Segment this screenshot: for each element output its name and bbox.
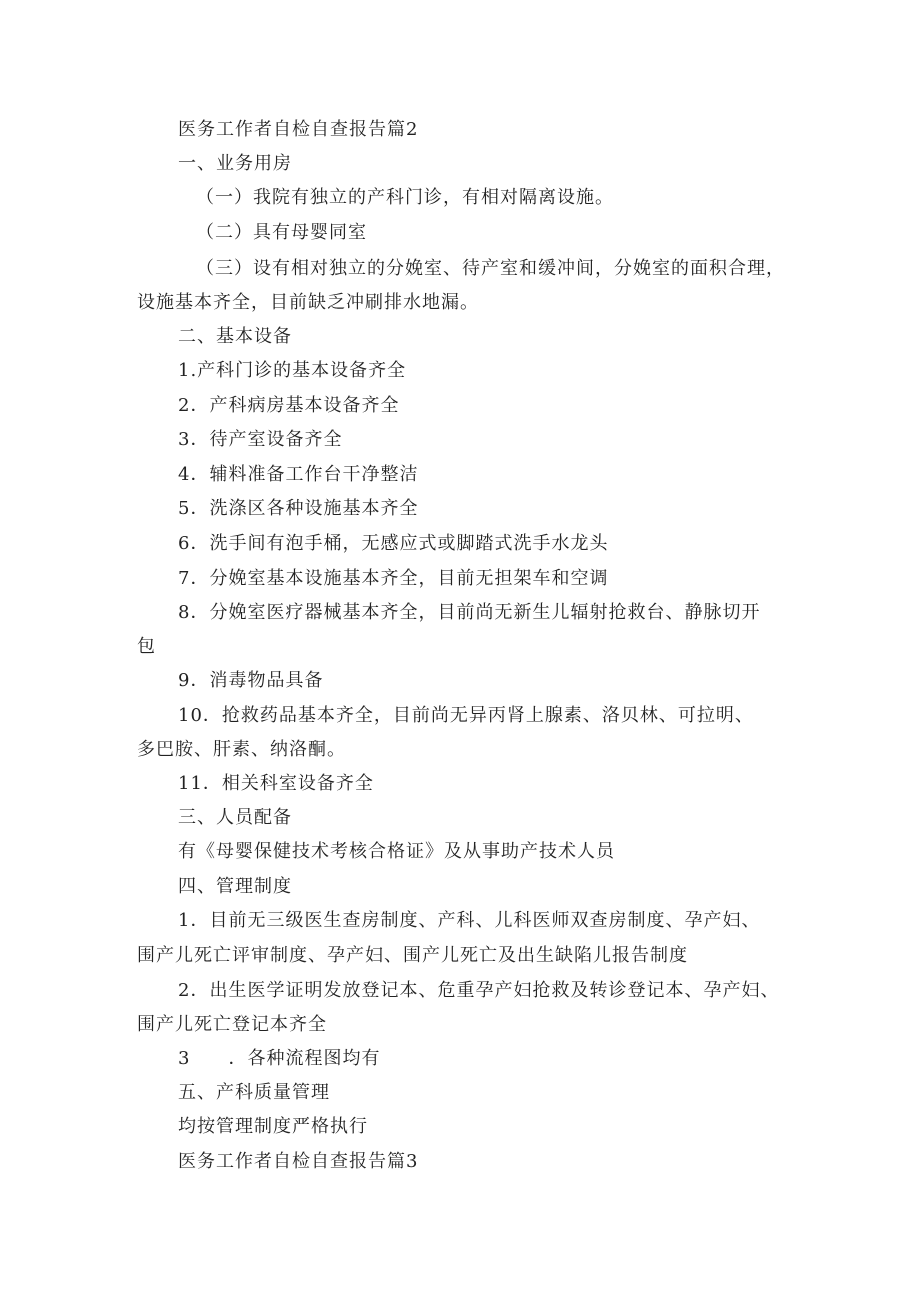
paragraph-5-1: 均按管理制度严格执行 — [178, 1116, 368, 1137]
list-item-2-7: 7．分娩室基本设施基本齐全，目前无担架车和空调 — [178, 568, 609, 589]
list-item-2-9: 9．消毒物品具备 — [178, 670, 324, 691]
list-item-2-8: 8．分娩室医疗器械基本齐全，目前尚无新生儿辐射抢救台、静脉切开 — [178, 602, 761, 623]
list-item-4-3: 3 ．各种流程图均有 — [178, 1048, 381, 1069]
list-item-2-5: 5．洗涤区各种设施基本齐全 — [178, 498, 419, 519]
list-item-2-6: 6．洗手间有泡手桶，无感应式或脚踏式洗手水龙头 — [178, 533, 609, 554]
section-heading-2: 二、基本设备 — [178, 326, 292, 347]
heading-report-2: 医务工作者自检自查报告篇2 — [178, 119, 419, 140]
section-heading-4: 四、管理制度 — [178, 876, 292, 897]
list-item-2-3: 3．待产室设备齐全 — [178, 429, 343, 450]
heading-report-3: 医务工作者自检自查报告篇3 — [178, 1151, 419, 1172]
section-heading-1: 一、业务用房 — [178, 153, 292, 174]
list-item-4-1-cont: 围产儿死亡评审制度、孕产妇、围产儿死亡及出生缺陷儿报告制度 — [137, 945, 688, 966]
section-heading-3: 三、人员配备 — [178, 807, 292, 828]
paragraph-1-2: （二）具有母婴同室 — [196, 222, 367, 243]
paragraph-3-1: 有《母婴保健技术考核合格证》及从事助产技术人员 — [178, 841, 615, 862]
list-item-4-2: 2．出生医学证明发放登记本、危重孕产妇抢救及转诊登记本、孕产妇、 — [178, 980, 780, 1001]
list-item-2-4: 4．辅料准备工作台干净整洁 — [178, 464, 419, 485]
list-item-2-8-cont: 包 — [137, 636, 156, 657]
list-item-2-1: 1.产科门诊的基本设备齐全 — [178, 360, 407, 381]
list-item-2-11: 11．相关科室设备齐全 — [178, 773, 374, 794]
list-item-2-10-cont: 多巴胺、肝素、纳洛酮。 — [137, 739, 346, 760]
list-item-4-1: 1．目前无三级医生查房制度、产科、儿科医师双查房制度、孕产妇、 — [178, 910, 761, 931]
paragraph-1-3: （三）设有相对独立的分娩室、待产室和缓冲间，分娩室的面积合理， — [196, 258, 785, 279]
section-heading-5: 五、产科质量管理 — [178, 1082, 330, 1103]
list-item-4-2-cont: 围产儿死亡登记本齐全 — [137, 1014, 327, 1035]
paragraph-1-3-cont: 设施基本齐全，目前缺乏冲刷排水地漏。 — [137, 292, 479, 313]
paragraph-1-1: （一）我院有独立的产科门诊，有相对隔离设施。 — [196, 187, 614, 208]
list-item-2-10: 10．抢救药品基本齐全，目前尚无异丙肾上腺素、洛贝林、可拉明、 — [178, 705, 754, 726]
list-item-2-2: 2．产科病房基本设备齐全 — [178, 395, 400, 416]
